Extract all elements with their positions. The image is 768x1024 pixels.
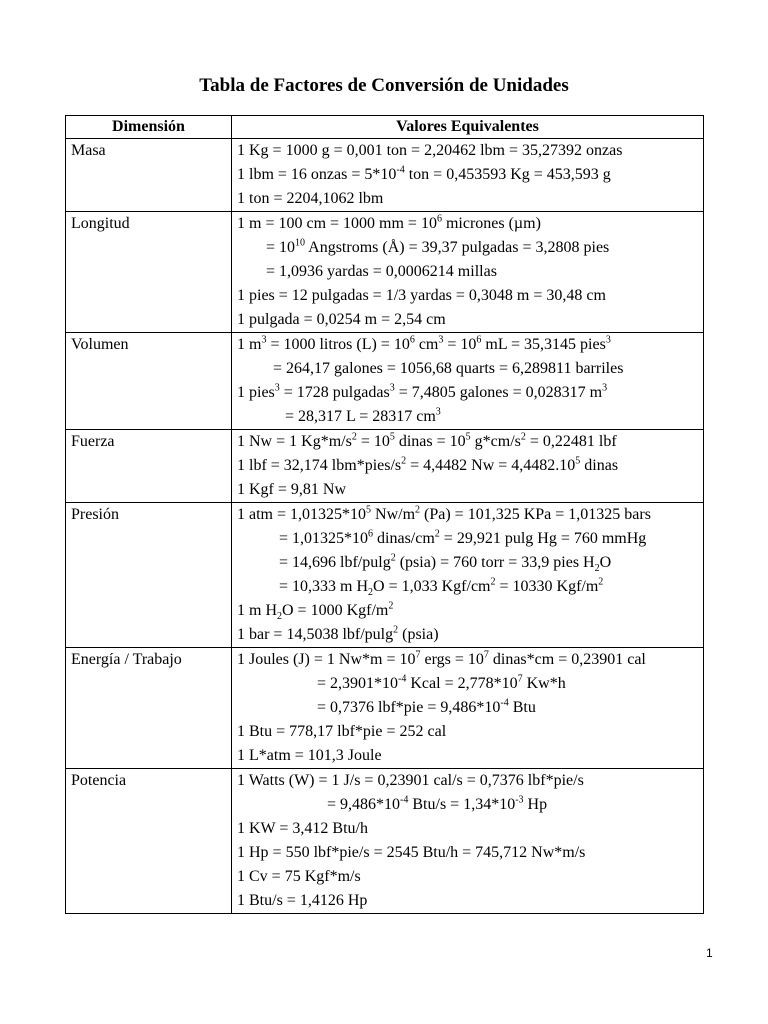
text-run: 1 Cv = 75 Kgf*m/s <box>237 868 361 885</box>
superscript: 3 <box>274 382 280 394</box>
table-row <box>66 503 704 648</box>
text-run: 1 pulgada = 0,0254 m = 2,54 cm <box>237 311 446 328</box>
superscript: 5 <box>366 504 372 516</box>
text-run: (psia) = 760 torr = 33,9 pies H <box>395 554 595 571</box>
values-cell <box>232 503 704 648</box>
superscript: 6 <box>476 334 482 346</box>
superscript: 5 <box>389 431 395 443</box>
equivalence-line <box>237 575 698 599</box>
superscript: 3 <box>261 334 267 346</box>
equivalence-line <box>237 648 698 672</box>
text-run: = 10 <box>356 433 390 450</box>
text-run: 1 lbm = 16 onzas = 5*10 <box>237 166 397 183</box>
text-run: O <box>599 554 612 571</box>
page-number: 1 <box>706 946 713 960</box>
superscript: 6 <box>436 213 442 225</box>
text-run: 1 Kgf = 9,81 Nw <box>237 481 347 498</box>
equivalence-line <box>237 503 698 527</box>
superscript: 2 <box>401 455 407 467</box>
text-run: = 10 <box>266 239 296 256</box>
table-row <box>66 430 704 503</box>
text-run: 1 Btu/s = 1,4126 Hp <box>237 892 368 909</box>
text-run: = 10,333 m H <box>279 578 369 595</box>
equivalence-line <box>237 308 698 332</box>
text-run: g*cm/s <box>470 433 521 450</box>
subscript: 2 <box>277 611 282 623</box>
superscript: -3 <box>515 794 524 806</box>
text-run: Btu <box>508 699 536 716</box>
text-run: ton = 0,453593 Kg = 453,593 g <box>404 166 611 183</box>
text-run: dinas <box>580 457 619 474</box>
dimension-cell: Energía / Trabajo <box>66 648 232 769</box>
superscript: 2 <box>393 624 399 636</box>
text-run: Btu/s = 1,34*10 <box>408 796 516 813</box>
equivalence-line <box>237 793 698 817</box>
superscript: -4 <box>396 164 405 176</box>
equivalence-line <box>237 454 698 478</box>
page-title: Tabla de Factores de Conversión de Unidades <box>199 75 569 96</box>
text-run: 1 lbf = 32,174 lbm*pies/s <box>237 457 402 474</box>
table-row <box>66 333 704 430</box>
superscript: 2 <box>351 431 357 443</box>
conversion-table <box>65 115 704 914</box>
text-run: 1 L*atm = 101,3 Joule <box>237 747 382 764</box>
column-header-values: Valores Equivalentes <box>232 116 704 139</box>
superscript: 3 <box>438 334 444 346</box>
superscript: 5 <box>575 455 581 467</box>
equivalence-line <box>237 623 698 647</box>
text-run: cm <box>414 336 439 353</box>
dimension-cell: Volumen <box>66 333 232 430</box>
text-run: 1 pies = 12 pulgadas = 1/3 yardas = 0,3048 m = 30,48 cm <box>237 287 606 304</box>
text-run: = 29,921 pulg Hg = 760 mmHg <box>439 530 647 547</box>
equivalence-line <box>237 357 698 381</box>
superscript: 3 <box>435 406 441 418</box>
superscript: -4 <box>400 794 409 806</box>
equivalence-line <box>237 599 698 623</box>
text-run: = 1000 litros (L) = 10 <box>266 336 410 353</box>
superscript: 2 <box>388 600 394 612</box>
equivalence-line <box>237 260 698 284</box>
text-run: = 7,4805 galones = 0,028317 m <box>394 384 603 401</box>
equivalence-line <box>237 381 698 405</box>
text-run: 1 ton = 2204,1062 lbm <box>237 190 384 207</box>
superscript: 6 <box>368 528 374 540</box>
text-run: = 1728 pulgadas <box>279 384 390 401</box>
text-run: = 10 <box>443 336 477 353</box>
equivalence-line <box>237 212 698 236</box>
text-run: dinas*cm = 0,23901 cal <box>488 651 646 668</box>
values-cell <box>232 430 704 503</box>
equivalence-line <box>237 865 698 889</box>
equivalence-line <box>237 163 698 187</box>
text-run: = 4,4482 Nw = 4,4482.10 <box>406 457 576 474</box>
values-cell <box>232 769 704 914</box>
text-run: Nw/m <box>371 506 416 523</box>
values-cell <box>232 212 704 333</box>
text-run: dinas = 10 <box>394 433 466 450</box>
equivalence-line <box>237 405 698 429</box>
equivalence-line <box>237 769 698 793</box>
dimension-cell: Fuerza <box>66 430 232 503</box>
values-cell <box>232 648 704 769</box>
superscript: 2 <box>598 576 604 588</box>
dimension-cell: Potencia <box>66 769 232 914</box>
dimension-cell: Masa <box>66 139 232 212</box>
superscript: 3 <box>602 382 608 394</box>
superscript: 2 <box>434 528 440 540</box>
text-run: 1 m H <box>237 602 277 619</box>
superscript: 7 <box>517 673 523 685</box>
equivalence-line <box>237 672 698 696</box>
table-body <box>66 139 704 914</box>
text-run: O = 1,033 Kgf/cm <box>373 578 491 595</box>
equivalence-line <box>237 139 698 163</box>
text-run: 1 Hp = 550 lbf*pie/s = 2545 Btu/h = 745,712 Nw*m/s <box>237 844 586 861</box>
text-run: = 2,3901*10 <box>317 675 399 692</box>
table-row <box>66 769 704 914</box>
equivalence-line <box>237 889 698 913</box>
subscript: 2 <box>594 563 600 575</box>
text-run: = 28,317 L = 28317 cm <box>285 408 436 425</box>
equivalence-line <box>237 817 698 841</box>
equivalence-line <box>237 187 698 211</box>
superscript: 2 <box>390 552 396 564</box>
table-header-row <box>66 116 704 139</box>
text-run: Kcal = 2,778*10 <box>406 675 518 692</box>
text-run: 1 Nw = 1 Kg*m/s <box>237 433 352 450</box>
text-run: = 9,486*10 <box>327 796 401 813</box>
dimension-cell: Presión <box>66 503 232 648</box>
superscript: 2 <box>415 504 421 516</box>
text-run: O = 1000 Kgf/m <box>282 602 389 619</box>
superscript: -4 <box>500 697 509 709</box>
values-cell <box>232 139 704 212</box>
superscript: 10 <box>295 237 306 249</box>
text-run: 1 m <box>237 336 262 353</box>
text-run: = 0,22481 lbf <box>525 433 617 450</box>
superscript: 7 <box>483 649 489 661</box>
equivalence-line <box>237 478 698 502</box>
equivalence-line <box>237 284 698 308</box>
equivalence-line <box>237 744 698 768</box>
equivalence-line <box>237 333 698 357</box>
equivalence-line <box>237 841 698 865</box>
superscript: 2 <box>520 431 526 443</box>
text-run: 1 Joules (J) = 1 Nw*m = 10 <box>237 651 416 668</box>
subscript: 2 <box>368 587 374 599</box>
text-run: mL = 35,3145 pies <box>481 336 606 353</box>
text-run: (Pa) = 101,325 KPa = 1,01325 bars <box>420 506 651 523</box>
superscript: 2 <box>490 576 496 588</box>
text-run: 1 pies <box>237 384 275 401</box>
text-run: Hp <box>523 796 548 813</box>
superscript: 5 <box>465 431 471 443</box>
equivalence-line <box>237 696 698 720</box>
text-run: 1 KW = 3,412 Btu/h <box>237 820 368 837</box>
text-run: = 10330 Kgf/m <box>495 578 599 595</box>
equivalence-line <box>237 430 698 454</box>
dimension-cell: Longitud <box>66 212 232 333</box>
text-run: 1 Btu = 778,17 lbf*pie = 252 cal <box>237 723 447 740</box>
text-run: 1 atm = 1,01325*10 <box>237 506 367 523</box>
text-run: = 1,0936 yardas = 0,0006214 millas <box>266 263 497 280</box>
table-row <box>66 648 704 769</box>
text-run: dinas/cm <box>373 530 435 547</box>
text-run: 1 bar = 14,5038 lbf/pulg <box>237 626 394 643</box>
column-header-dimension: Dimensión <box>66 116 232 139</box>
superscript: 3 <box>389 382 395 394</box>
superscript: 3 <box>605 334 611 346</box>
text-run: 1 Watts (W) = 1 J/s = 0,23901 cal/s = 0,7376 lbf*pie/s <box>237 772 584 789</box>
text-run: (psia) <box>398 626 439 643</box>
superscript: 6 <box>409 334 415 346</box>
values-cell <box>232 333 704 430</box>
equivalence-line <box>237 527 698 551</box>
superscript: 7 <box>415 649 421 661</box>
text-run: Kw*h <box>522 675 566 692</box>
superscript: -4 <box>398 673 407 685</box>
equivalence-line <box>237 236 698 260</box>
text-run: 1 Kg = 1000 g = 0,001 ton = 2,20462 lbm = 35,27392 onzas <box>237 142 623 159</box>
table-row <box>66 139 704 212</box>
text-run: = 1,01325*10 <box>279 530 369 547</box>
table-row <box>66 212 704 333</box>
text-run: = 14,696 lbf/pulg <box>279 554 391 571</box>
equivalence-line <box>237 551 698 575</box>
text-run: = 264,17 galones = 1056,68 quarts = 6,289811 barriles <box>273 360 624 377</box>
text-run: micrones (µm) <box>441 215 541 232</box>
text-run: ergs = 10 <box>420 651 484 668</box>
text-run: Angstroms (Å) = 39,37 pulgadas = 3,2808 pies <box>305 239 610 256</box>
text-run: = 0,7376 lbf*pie = 9,486*10 <box>317 699 501 716</box>
equivalence-line <box>237 720 698 744</box>
text-run: 1 m = 100 cm = 1000 mm = 10 <box>237 215 437 232</box>
